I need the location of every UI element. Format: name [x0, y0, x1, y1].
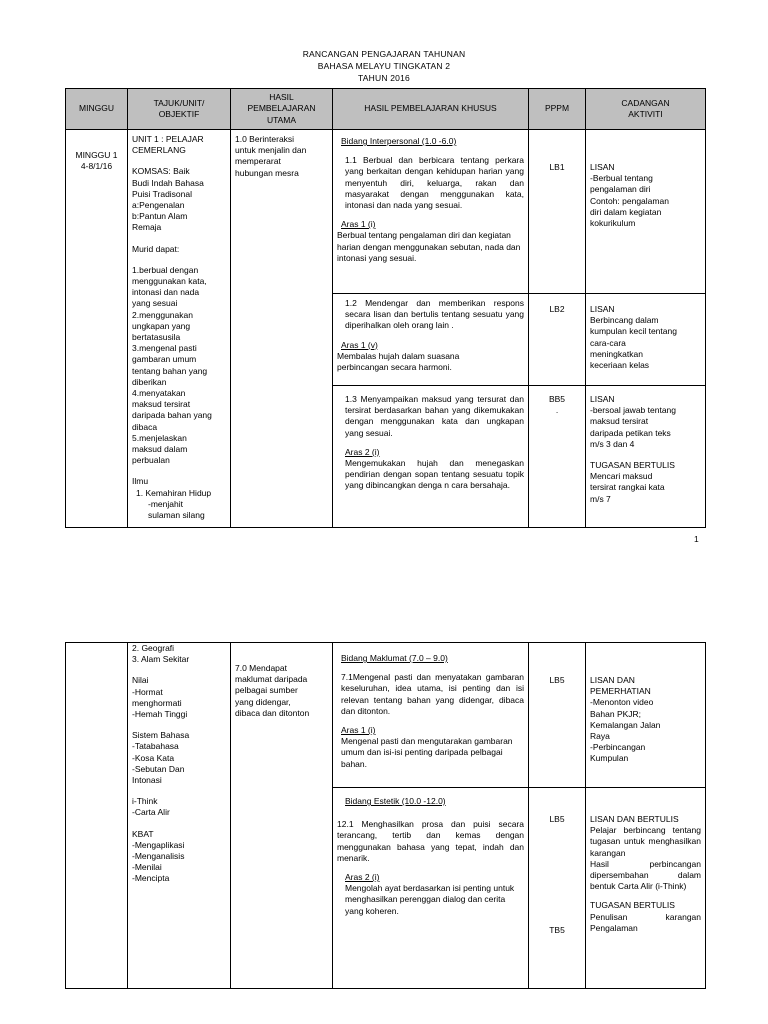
- objective-3: 3.mengenal pasti gambaran umum tentang bahan yang diberikan: [132, 343, 208, 387]
- hasil-utama-cell: [231, 643, 333, 989]
- hasil-utama-text: 1.0 Berinteraksi untuk menjalin dan memperarat hubungan mesra: [235, 134, 307, 178]
- cadangan-text: LISAN Berbincang dalam kumpulan kecil tentang cara-cara meningkatkan keceriaan kelas: [590, 304, 677, 371]
- kbat-items: -Mengaplikasi -Menganalisis -Menilai -Mencipta: [132, 839, 185, 884]
- document-title: [0, 48, 768, 84]
- pppm-cell: [529, 130, 586, 294]
- ilmu-item-1a: -menjahit sulaman silang: [148, 498, 205, 521]
- col-header-hasil-utama: HASIL PEMBELAJARAN UTAMA: [231, 89, 333, 130]
- pppm-code: LB5: [549, 675, 565, 685]
- hpk-text: 1.1 Berbual dan berbicara tentang perkara yang berkaitan dengan kehidupan harian yang menyentuh diri, keluarga, rakan dan masyarakat dengan menggunakan kata, intonasi dan nada yang sesuai.: [345, 155, 524, 211]
- pppm-cell: [529, 294, 586, 386]
- table-row: [66, 643, 706, 788]
- murid-label: Murid dapat:: [132, 243, 180, 254]
- pppm-code-2: TB5: [549, 925, 565, 936]
- unit-title: UNIT 1 : PELAJAR CEMERLANG: [132, 134, 204, 156]
- col-header-cadangan: CADANGAN AKTIVITI: [586, 89, 706, 130]
- pppm-cell: [529, 788, 586, 989]
- hpk-text: 7.1Mengenal pasti dan menyatakan gambaran keseluruhan, idea utama, isi penting dan isi relevan tentang bahan yang didengar, dibaca dan ditonton.: [341, 672, 524, 716]
- pppm-cell: [529, 643, 586, 788]
- ithink-label: i-Think: [132, 796, 158, 807]
- sistem-items: -Tatabahasa -Kosa Kata -Sebutan Dan Intonasi: [132, 741, 185, 786]
- col-header-tajuk: TAJUK/UNIT/ OBJEKTIF: [128, 89, 231, 130]
- aras-label: Aras 1 (v): [341, 339, 378, 350]
- week-label: MINGGU 1 4-8/1/16: [75, 150, 118, 172]
- pppm-code: LB5: [549, 814, 565, 824]
- cadangan-cell: [586, 788, 706, 989]
- minggu-cell: [66, 643, 128, 989]
- objective-1: 1.berbual dengan menggunakan kata, intonasi dan nada yang sesuai: [132, 264, 207, 309]
- col-header-pppm: PPPM: [529, 89, 586, 130]
- pppm-code: LB2: [549, 304, 565, 314]
- cadangan-cell: [586, 386, 706, 528]
- cadangan-text: LISAN -bersoal jawab tentang maksud tersirat daripada petikan teks m/s 3 dan 4: [590, 394, 677, 449]
- bidang-heading: Bidang Interpersonal (1.0 -6.0): [341, 136, 457, 146]
- sistem-label: Sistem Bahasa: [132, 730, 190, 741]
- pppm-cell: [529, 386, 586, 528]
- hasil-utama-text: 7.0 Mendapat maklumat daripada pelbagai sumber yang didengar, dibaca dan ditonton: [235, 663, 310, 718]
- hpk-cell: [333, 294, 529, 386]
- hpk-cell: [333, 386, 529, 528]
- hpk-cell: [333, 788, 529, 989]
- aras-label: Aras 1 (i): [341, 219, 376, 230]
- nilai-label: Nilai: [132, 675, 149, 686]
- nilai-items: -Hormat menghormati -Hemah Tinggi: [132, 686, 188, 720]
- objective-4: 4.menyatakan maksud tersirat daripada bahan yang dibaca: [132, 388, 212, 432]
- cadangan-cell: [586, 130, 706, 294]
- cadangan-text: LISAN -Berbual tentang pengalaman diri Contoh: pengalaman diri dalam kegiatan kokurikulum: [590, 162, 669, 229]
- tajuk-cell: [128, 643, 231, 989]
- cadangan-text-2: TUGASAN BERTULIS Mencari maksud tersirat rangkai kata m/s 7: [590, 460, 675, 504]
- col-header-hasil-khusus: HASIL PEMBELAJARAN KHUSUS: [333, 89, 529, 130]
- objective-2: 2.menggunakan ungkapan yang bertatasusila: [132, 309, 193, 343]
- aras-text: Mengemukakan hujah dan menegaskan pendirian dengan sopan tentang sesuatu topik yang dibincangkan denga n cara bersahaja.: [345, 458, 524, 491]
- title-line-3: TAHUN 2016: [358, 73, 410, 83]
- hasil-utama-cell: [231, 130, 333, 528]
- cadangan-text: LISAN DAN PEMERHATIAN -Menonton video Bahan PKJR; Kemalangan Jalan Raya -Perbincangan Kumpulan: [590, 675, 661, 764]
- tajuk-line-2: 2. Geografi: [132, 643, 175, 653]
- title-line-2: BAHASA MELAYU TINGKATAN 2: [317, 61, 451, 71]
- table-row: [66, 130, 706, 294]
- tajuk-cell: [128, 130, 231, 528]
- bidang-heading: Bidang Estetik (10.0 -12.0): [345, 796, 446, 806]
- hpk-text: 12.1 Menghasilkan prosa dan puisi secara terancang, tertib dan kemas dengan menggunakan bahasa yang tepat, indah dan menarik.: [337, 819, 524, 863]
- minggu-cell: [66, 130, 128, 528]
- cadangan-text: LISAN DAN BERTULIS Pelajar berbincang tentang tugasan untuk menghasilkan karangan Hasil perbincangan dipersembahan dalam bentuk Carta Alir (i-Think): [590, 814, 701, 892]
- cadangan-text-2: TUGASAN BERTULIS Penulisan karangan Pengalaman: [590, 900, 701, 933]
- aras-text: Berbual tentang pengalaman diri dan kegiatan harian dengan menggunakan sebutan, nada dan intonasi yang sesuai.: [337, 230, 521, 263]
- col-header-minggu: MINGGU: [66, 89, 128, 130]
- plan-table-page-2: [65, 642, 706, 989]
- ithink-items: -Carta Alir: [132, 807, 170, 818]
- hpk-cell: [333, 130, 529, 294]
- aras-label: Aras 2 (i): [345, 446, 380, 457]
- pppm-code: BB5 .: [548, 394, 566, 416]
- plan-table-page-1: [65, 88, 706, 528]
- bidang-heading: Bidang Maklumat (7.0 – 9.0): [341, 653, 448, 663]
- komsas-text: KOMSAS: Baik Budi Indah Bahasa Puisi Tradisonal a:Pengenalan b:Pantun Alam Remaja: [132, 166, 204, 233]
- kbat-label: KBAT: [132, 828, 154, 839]
- ilmu-label: Ilmu: [132, 476, 149, 487]
- pppm-code: LB1: [549, 162, 565, 172]
- hpk-text: 1.2 Mendengar dan memberikan respons secara lisan dan bertulis tentang sesuatu yang diperihalkan oleh orang lain .: [345, 298, 524, 331]
- aras-text: Membalas hujah dalam suasana perbincangan secara harmoni.: [337, 350, 460, 373]
- hpk-cell: [333, 643, 529, 788]
- title-line-1: RANCANGAN PENGAJARAN TAHUNAN: [302, 49, 466, 59]
- cadangan-cell: [586, 643, 706, 788]
- aras-label: Aras 2 (i): [345, 872, 380, 883]
- tajuk-line-3: 3. Alam Sekitar: [132, 654, 190, 665]
- aras-label: Aras 1 (i): [341, 725, 376, 736]
- objective-5: 5.menjelaskan maksud dalam perbualan: [132, 432, 188, 466]
- ilmu-item-1: 1. Kemahiran Hidup: [136, 487, 212, 498]
- hpk-text: 1.3 Menyampaikan maksud yang tersurat dan tersirat berdasarkan bahan yang dikemukakan dengan menggunakan kata dan ungkapan yang sesuai.: [345, 394, 524, 438]
- page-number: 1: [694, 534, 699, 544]
- aras-text: Mengolah ayat berdasarkan isi penting untuk menghasilkan perenggan dialog dan cerita yang koheren.: [345, 883, 515, 916]
- cadangan-cell: [586, 294, 706, 386]
- header-row: [66, 89, 706, 130]
- aras-text: Mengenal pasti dan mengutarakan gambaran umum dan isi-isi penting daripada pelbagai bahan.: [341, 736, 513, 769]
